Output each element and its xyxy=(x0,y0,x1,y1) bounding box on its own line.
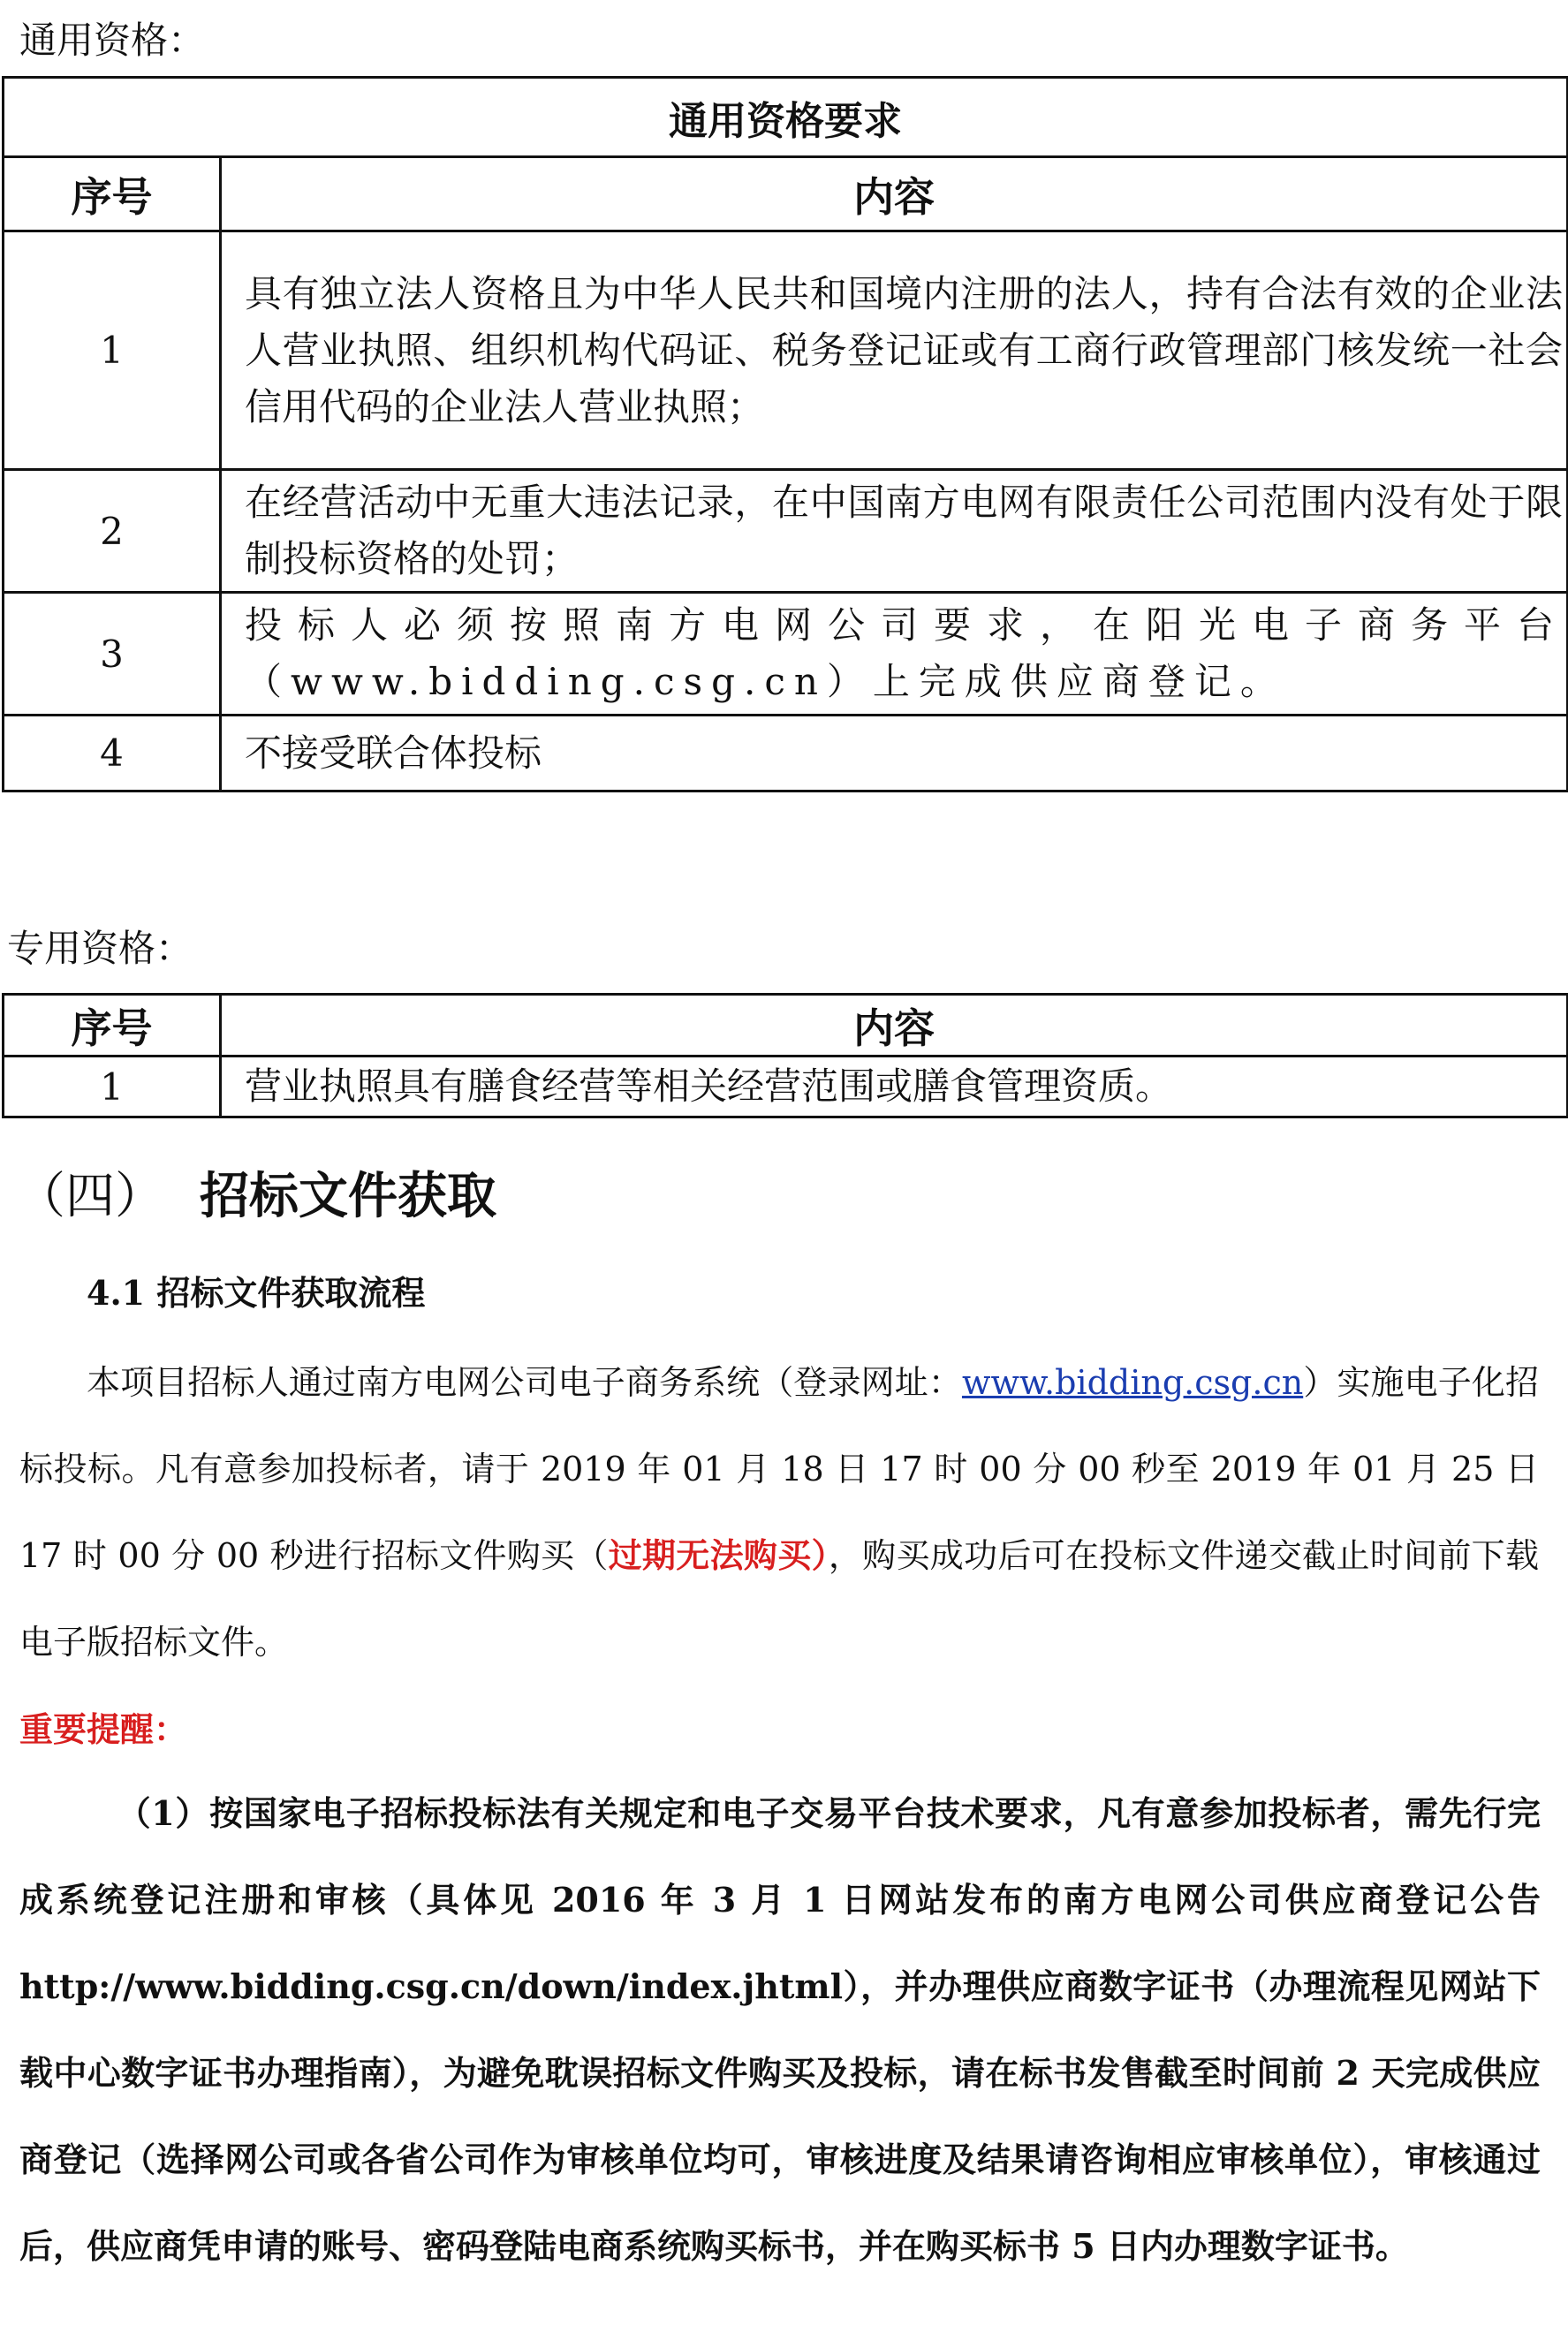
row-content: 投标人必须按照南方电网公司要求，在阳光电子商务平台（www.bidding.csg.cn）上完成供应商登记。 xyxy=(221,593,1568,716)
row-content: 营业执照具有膳食经营等相关经营范围或膳食管理资质。 xyxy=(221,1057,1568,1117)
row-number: 4 xyxy=(4,716,221,792)
sub-heading: 4.1 招标文件获取流程 xyxy=(87,1273,426,1313)
col-header-content: 内容 xyxy=(221,995,1568,1057)
row-number: 1 xyxy=(4,231,221,470)
general-qualification-heading: 通用资格： xyxy=(19,19,206,62)
section-title-text: 招标文件获取 xyxy=(200,1168,496,1225)
row-number: 2 xyxy=(4,470,221,593)
special-qualification-table xyxy=(2,993,1568,1118)
col-header-content: 内容 xyxy=(221,157,1568,231)
section-title xyxy=(16,1161,496,1232)
para-text: 本项目招标人通过南方电网公司电子商务系统（登录网址： xyxy=(87,1363,962,1402)
row-content: 不接受联合体投标 xyxy=(221,716,1568,792)
important-reminder-heading: 重要提醒： xyxy=(19,1709,188,1749)
special-qualification-heading: 专用资格： xyxy=(7,927,193,970)
bidding-site-link[interactable]: www.bidding.csg.cn xyxy=(961,1363,1304,1402)
row-number: 3 xyxy=(4,593,221,716)
table-row xyxy=(4,1057,1568,1117)
col-header-no: 序号 xyxy=(4,157,221,231)
general-qualification-table xyxy=(2,76,1568,792)
para-text: ）实施电子化招标投标。凡有意参加投标者，请于 2019 年 01 月 18 日 17 时 00 分 00 秒至 2019 年 01 月 25 日 17 时 00 分 00 秒进行招标文件购买（ xyxy=(19,1363,1539,1575)
table-row xyxy=(4,470,1568,593)
table-row xyxy=(4,231,1568,470)
reminder-text: （1）按国家电子招标投标法有关规定和电子交易平台技术要求，凡有意参加投标者，需先行完成系统登记注册和审核（具体见 2016 年 3 月 1 日网站发布的南方电网公司供应商登记公告 http://www.bidding.csg.cn/down/index.jhtml），并办理供应商数字证书（办理流程见网站下载中心数字证书办理指南），为避免耽误招标文件购买及投标，请在标书发售截至时间前 2 天完成供应商登记（选择网公司或各省公司作为审核单位均可，审核进度及结果请咨询相应审核单位），审核通过后，供应商凭申请的账号、密码登陆电商系统购买标书，并在购买标书 5 日内办理数字证书。 xyxy=(19,1793,1541,2266)
general-table-title: 通用资格要求 xyxy=(4,78,1568,157)
reminder-paragraph xyxy=(19,1770,1541,2290)
row-number: 1 xyxy=(4,1057,221,1117)
row-content: 在经营活动中无重大违法记录，在中国南方电网有限责任公司范围内没有处于限制投标资格的处罚； xyxy=(221,470,1568,593)
expiry-warning: 过期无法购买） xyxy=(608,1535,829,1575)
table-row xyxy=(4,716,1568,792)
col-header-no: 序号 xyxy=(4,995,221,1057)
table-row xyxy=(4,593,1568,716)
row-content: 具有独立法人资格且为中华人民共和国境内注册的法人，持有合法有效的企业法人营业执照、组织机构代码证、税务登记证或有工商行政管理部门核发统一社会信用代码的企业法人营业执照； xyxy=(221,231,1568,470)
procurement-paragraph xyxy=(19,1339,1539,1685)
section-number: （四） xyxy=(16,1168,164,1225)
para-text: ，购买成功后可在投标文件递交截止时间前下载电子版招标文件。 xyxy=(19,1536,1539,1662)
